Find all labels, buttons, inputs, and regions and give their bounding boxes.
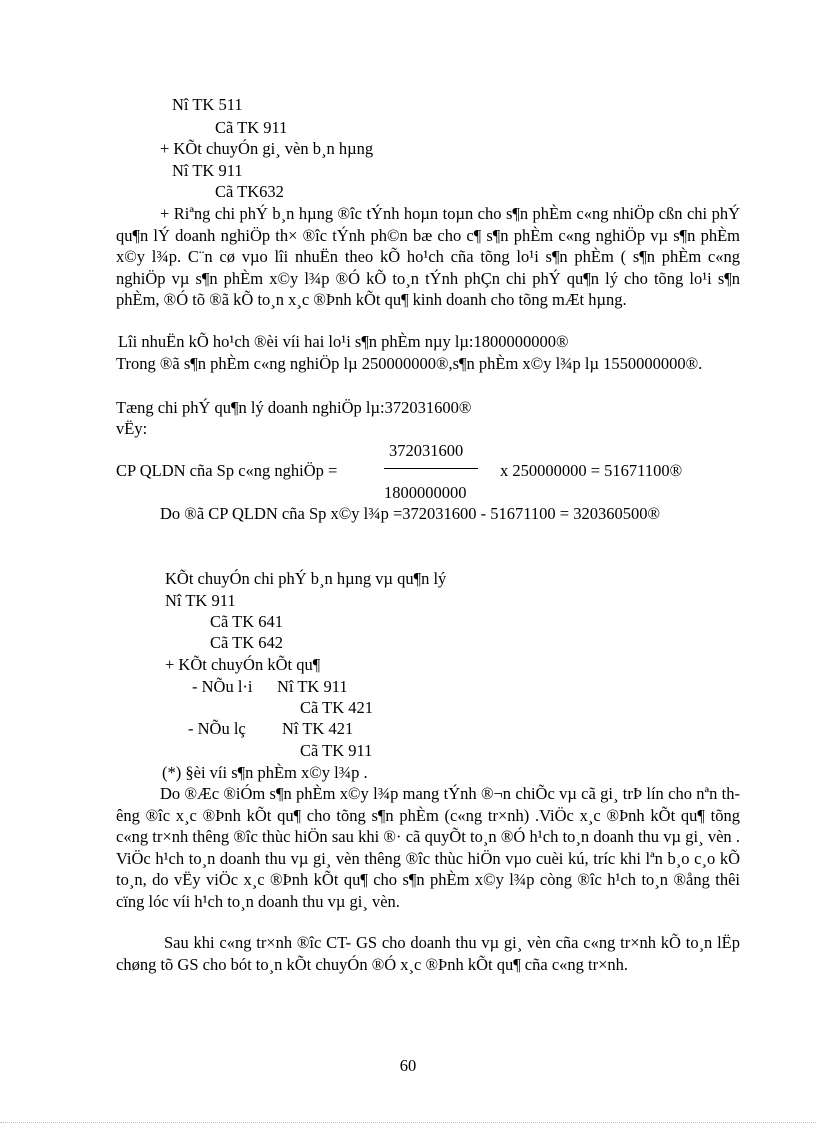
- text-line: Nî TK 421: [282, 719, 354, 738]
- text-line: - NÕu lç: [188, 719, 246, 738]
- paragraph: Do ®Æc ®iÓm s¶n phÈm x©y l¾p mang tÝnh ®¬n chiÕc vµ cã gi¸ trÞ lín cho nªn thêng ®îc x¸c ®Þnh kÕt qu¶ cho tõng s¶n phÈm (c«ng tr×nh) .ViÖc x¸c ®Þnh kÕt qu¶ tõng c«ng tr×nh thêng ®îc thùc hiÖn sau khi ®· cã quyÕt to¸n ®Ó h¹ch to¸n doanh thu vµ gi¸ vèn . ViÖc h¹ch to¸n doanh thu vµ gi¸ vèn thêng ®îc thùc hiÖn vµo cuèi kú, tríc khi lªn b¸o c¸o kÕ to¸n, do vËy viÖc x¸c ®Þnh kÕt qu¶ cho s¶n phÈm x©y l¾p còng ®îc h¹ch to¸n ®ång thêi cïng lóc víi h¹ch to¸n doanh thu vµ gi¸ vèn.: [116, 784, 740, 911]
- text-line: Nî TK 911: [172, 161, 243, 180]
- page-number: 60: [399, 1056, 417, 1075]
- text-line: + KÕt chuyÓn kÕt qu¶: [165, 655, 321, 674]
- text-line: KÕt chuyÓn chi phÝ b¸n hµng vµ qu¶n lý: [165, 569, 447, 588]
- text-line: + KÕt chuyÓn gi¸ vèn b¸n hµng: [160, 139, 374, 158]
- text-line: Nî TK 911: [165, 591, 236, 610]
- paragraph: Trong ®ã s¶n phÈm c«ng nghiÖp lµ 250000000®,s¶n phÈm x©y l¾p lµ 1550000000®.: [116, 354, 703, 373]
- text-line: - NÕu l·i: [192, 677, 253, 696]
- text-line: Cã TK 911: [300, 741, 373, 760]
- text-line: Cã TK 641: [210, 612, 284, 631]
- text-line: Tæng chi phÝ qu¶n lý doanh nghiÖp lµ:372031600®: [116, 398, 472, 417]
- formula-left: CP QLDN cña Sp c«ng nghiÖp =: [116, 461, 338, 480]
- text-line: Nî TK 911: [277, 677, 348, 696]
- fraction-numerator: 372031600: [389, 441, 464, 460]
- text-line: Cã TK 911: [215, 118, 288, 137]
- text-line: Cã TK 421: [300, 698, 374, 717]
- text-line: vËy:: [116, 419, 148, 438]
- formula-right: x 250000000 = 51671100®: [500, 461, 683, 480]
- paragraph: + Riªng chi phÝ b¸n hµng ®îc tÝnh hoµn toµn cho s¶n phÈm c«ng nhiÖp cßn chi phÝ qu¶n lÝ doanh nghiÖp th× ®îc tÝnh ph©n bæ cho c¶ s¶n phÈm c«ng nghiÖp vµ s¶n phÈm x©y l¾p. C¨n cø vµo lîi nhuËn theo kÕ ho¹ch cña tõng lo¹i s¶n phÈm ( s¶n phÈm c«ng nghiÖp vµ s¶n phÈm x©y l¾p ®Ó kÕ to¸n tÝnh phÇn chi phÝ qu¶n lý cho tõng lo¹i s¶n phÈm, ®Ó tõ ®ã kÕ to¸n x¸c ®Þnh kÕt qu¶ kinh doanh cho tõng mÆt hµng.: [116, 204, 740, 309]
- paragraph: Do ®ã CP QLDN cña Sp x©y l¾p =372031600 - 51671100 = 320360500®: [160, 504, 661, 523]
- text-line: Cã TK 642: [210, 633, 284, 652]
- text-line: Lîi nhuËn kÕ ho¹ch ®èi víi hai lo¹i s¶n phÈm nµy lµ:1800000000®: [118, 332, 569, 351]
- fraction-denominator: 1800000000: [384, 483, 467, 502]
- text-line: Nî TK 511: [172, 95, 243, 114]
- fraction-bar: [384, 468, 478, 469]
- paragraph: Sau khi c«ng tr×nh ®îc CT- GS cho doanh thu vµ gi¸ vèn cña c«ng tr×nh kÕ to¸n lËp chøng tõ GS cho bót to¸n kÕt chuyÓn ®Ó x¸c ®Þnh kÕt qu¶ cña c«ng tr×nh.: [116, 933, 740, 974]
- text-line: (*) §èi víi s¶n phÈm x©y l¾p .: [162, 763, 368, 782]
- text-line: Cã TK632: [215, 182, 284, 201]
